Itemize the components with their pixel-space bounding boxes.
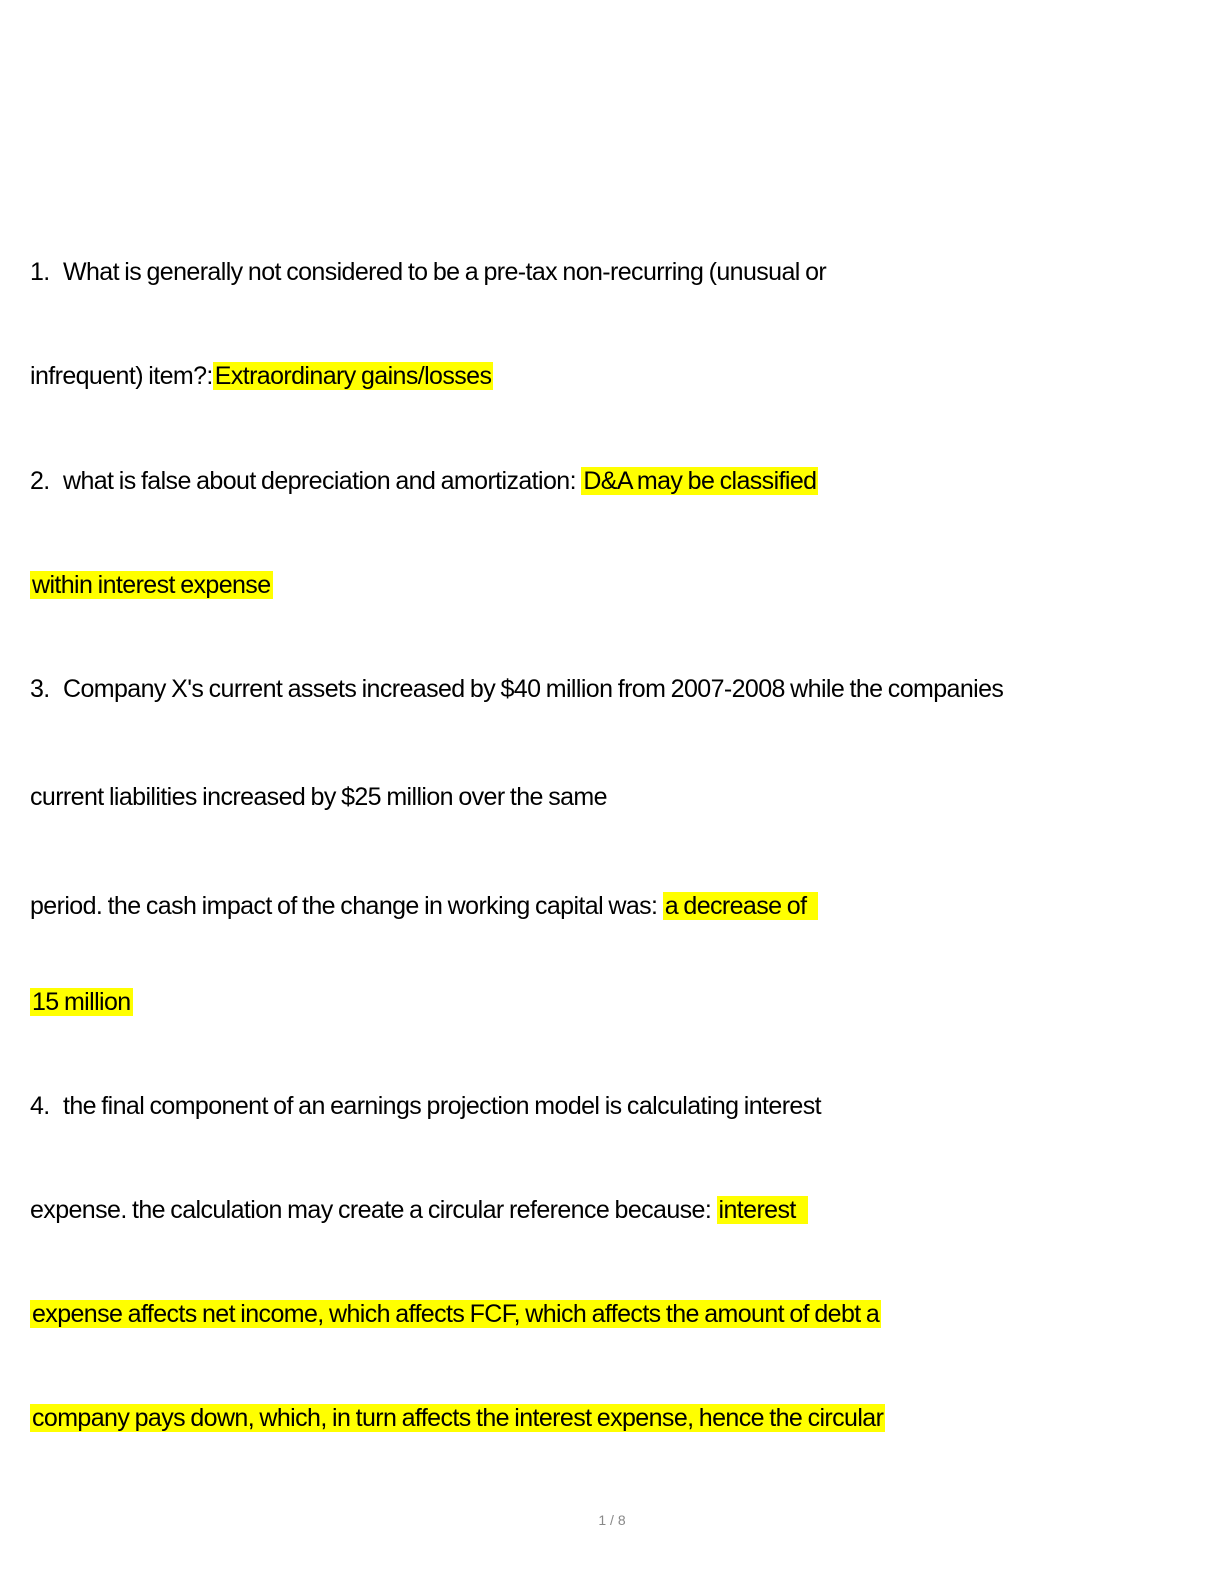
question-3-line-2 bbox=[30, 775, 607, 819]
question-3-text-cont: current liabilities increased by $25 million over the same bbox=[30, 783, 607, 811]
question-1-line-2 bbox=[30, 354, 493, 398]
question-1-line-1 bbox=[30, 250, 826, 294]
question-4-text-cont: expense. the calculation may create a circular reference because: bbox=[30, 1196, 712, 1224]
question-3-line-3 bbox=[30, 884, 818, 928]
question-4-answer-cont-2: company pays down, which, in turn affects the interest expense, hence the circular bbox=[32, 1404, 884, 1432]
question-3-line-1 bbox=[30, 667, 1003, 711]
question-2-number: 2. bbox=[30, 467, 50, 495]
question-2-line-1 bbox=[30, 459, 818, 503]
question-3-answer: a decrease of bbox=[663, 892, 819, 920]
question-3-answer-cont: 15 million bbox=[32, 988, 131, 1016]
question-4-line-2 bbox=[30, 1188, 808, 1232]
question-4-answer: interest bbox=[717, 1196, 808, 1224]
question-4-text: the final component of an earnings projection model is calculating interest bbox=[63, 1092, 821, 1120]
question-1-number: 1. bbox=[30, 258, 50, 286]
page-indicator: 1 / 8 bbox=[598, 1512, 626, 1528]
question-1-answer: Extraordinary gains/losses bbox=[214, 362, 492, 390]
question-2-answer-cont: within interest expense bbox=[32, 571, 271, 599]
question-3-number: 3. bbox=[30, 675, 50, 703]
question-4-line-1 bbox=[30, 1084, 821, 1128]
question-2-line-2 bbox=[30, 563, 273, 607]
question-4-answer-cont: expense affects net income, which affects FCF, which affects the amount of debt a bbox=[32, 1300, 880, 1328]
question-3-line-4 bbox=[30, 980, 133, 1024]
question-2-text: what is false about depreciation and amortization: bbox=[63, 467, 576, 495]
question-1-text: What is generally not considered to be a pre-tax non-recurring (unusual or bbox=[63, 258, 827, 286]
question-4-line-3 bbox=[30, 1292, 881, 1336]
question-4-number: 4. bbox=[30, 1092, 50, 1120]
question-3-text: Company X's current assets increased by $40 million from 2007-2008 while the companies bbox=[63, 675, 1004, 703]
question-2-answer: D&A may be classified bbox=[583, 467, 817, 495]
question-4-line-4 bbox=[30, 1396, 885, 1440]
question-1-text-cont: infrequent) item?: bbox=[30, 362, 213, 390]
question-3-text-cont-2: period. the cash impact of the change in working capital was: bbox=[30, 892, 658, 920]
